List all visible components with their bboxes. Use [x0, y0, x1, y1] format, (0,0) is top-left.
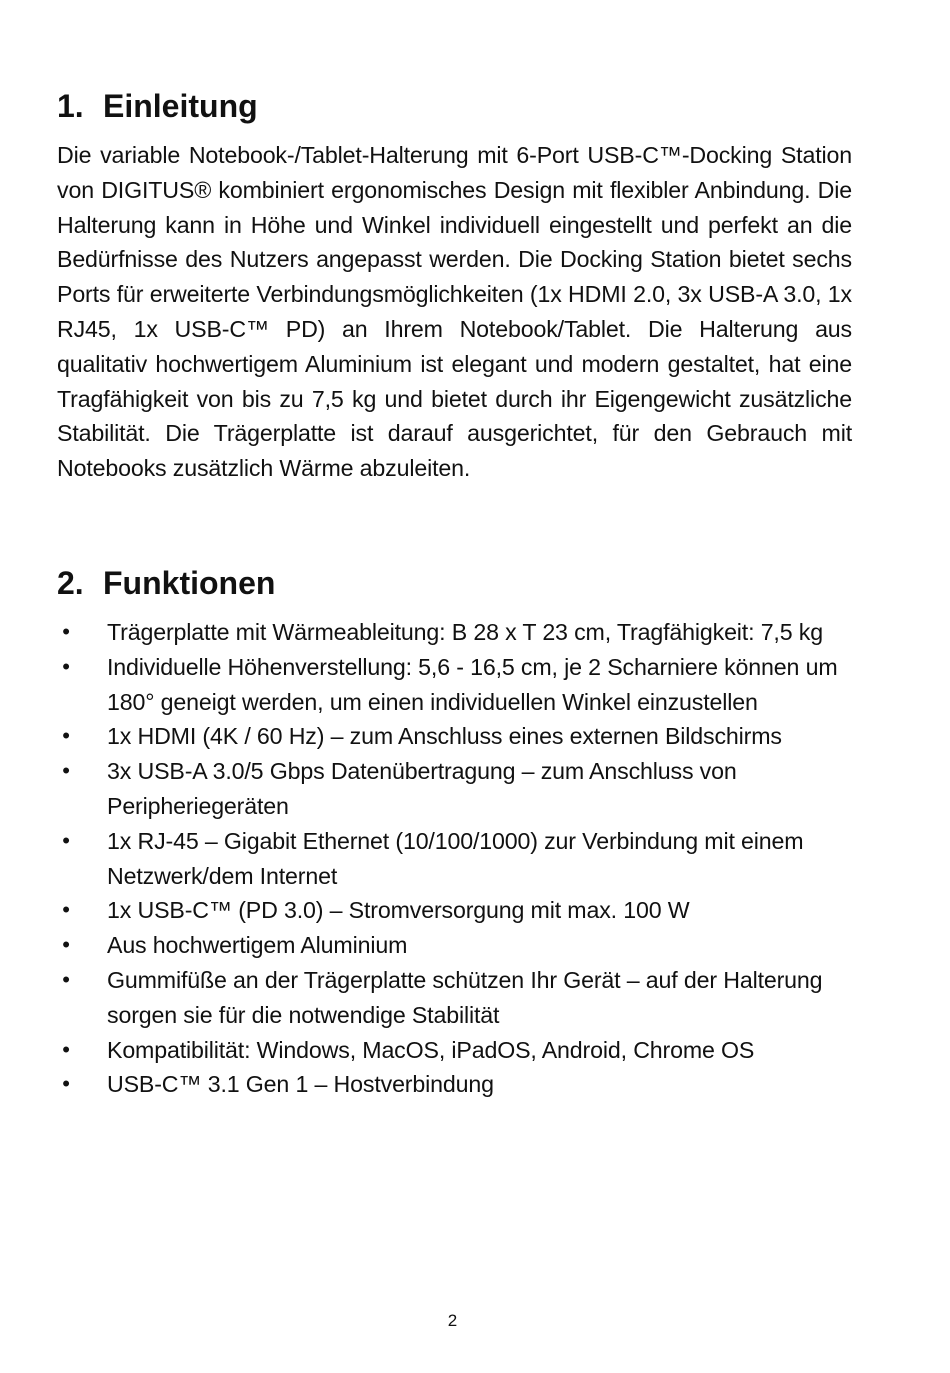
bullet-icon: • — [62, 932, 70, 958]
section-introduction — [57, 86, 852, 486]
section-title: Funktionen — [103, 565, 276, 601]
bullet-icon: • — [62, 723, 70, 749]
list-item — [57, 963, 852, 1033]
section-title: Einleitung — [103, 88, 258, 124]
list-item — [57, 615, 852, 650]
list-item-text: 1x HDMI (4K / 60 Hz) – zum Anschluss eines externen Bildschirms — [107, 723, 782, 750]
section-heading — [57, 563, 852, 603]
section-number: 1. — [57, 88, 84, 124]
list-item-text: Kompatibilität: Windows, MacOS, iPadOS, Android, Chrome OS — [107, 1036, 755, 1063]
list-item-text: Trägerplatte mit Wärmeableitung: B 28 x T 23 cm, Tragfähigkeit: 7,5 kg — [107, 619, 823, 645]
bullet-icon: • — [62, 619, 70, 644]
section-number: 2. — [57, 565, 84, 601]
list-item — [57, 824, 852, 894]
intro-paragraph: Die variable Notebook-/Tablet-Halterung mit 6-Port USB-C™-Docking Station von DIGITUS® kombiniert ergonomisches Design mit flexibler Anbindung. Die Halterung kann in Höhe und Winkel individuell eingestellt und perfekt an die Bedürfnisse des Nutzers angepasst werden. Die Docking Station bietet sechs Ports für erweiterte Verbindungsmöglichkeiten (1x HDMI 2.0, 3x USB-A 3.0, 1x RJ45, 1x USB-C™ PD) an Ihrem Notebook/Tablet. Die Halterung aus qualitativ hochwertigem Aluminium ist elegant und modern gestaltet, hat eine Tragfähigkeit von bis zu 7,5 kg und bietet durch ihr Eigengewicht zusätzliche Stabilität. Die Trägerplatte ist darauf ausgerichtet, für den Gebrauch mit Notebooks zusätzlich Wärme abzuleiten. — [57, 142, 852, 482]
list-item-text: Individuelle Höhenverstellung: 5,6 - 16,5 cm, je 2 Scharniere können um 180° geneigt werden, um einen individuellen Winkel einzustellen — [107, 653, 838, 715]
list-item-text: Gummifüße an der Trägerplatte schützen Ihr Gerät – auf der Halterung sorgen sie für die notwendige Stabilität — [107, 966, 823, 1028]
list-item — [57, 650, 852, 720]
bullet-icon: • — [62, 1036, 70, 1062]
list-item — [57, 754, 852, 824]
list-item — [57, 893, 852, 928]
page-number: 2 — [447, 1311, 458, 1330]
bullet-icon: • — [62, 653, 70, 679]
list-item — [57, 719, 852, 754]
bullet-icon: • — [62, 758, 70, 784]
list-item — [57, 928, 852, 963]
list-item — [57, 1033, 852, 1068]
bullet-icon: • — [62, 827, 70, 853]
feature-list — [57, 615, 852, 1102]
list-item — [57, 1067, 852, 1102]
list-item-text: 1x RJ-45 – Gigabit Ethernet (10/100/1000) zur Verbindung mit einem Netzwerk/dem Internet — [107, 827, 804, 889]
bullet-icon: • — [62, 966, 70, 992]
section-functions — [57, 563, 852, 1102]
list-item-text: Aus hochwertigem Aluminium — [107, 932, 408, 959]
bullet-icon: • — [62, 1071, 70, 1097]
list-item-text: USB-C™ 3.1 Gen 1 – Hostverbindung — [107, 1071, 494, 1098]
section-heading — [57, 86, 852, 126]
list-item-text: 1x USB-C™ (PD 3.0) – Stromversorgung mit max. 100 W — [107, 897, 690, 924]
bullet-icon: • — [62, 897, 70, 923]
list-item-text: 3x USB-A 3.0/5 Gbps Datenübertragung – zum Anschluss von Peripheriegeräten — [107, 758, 737, 819]
